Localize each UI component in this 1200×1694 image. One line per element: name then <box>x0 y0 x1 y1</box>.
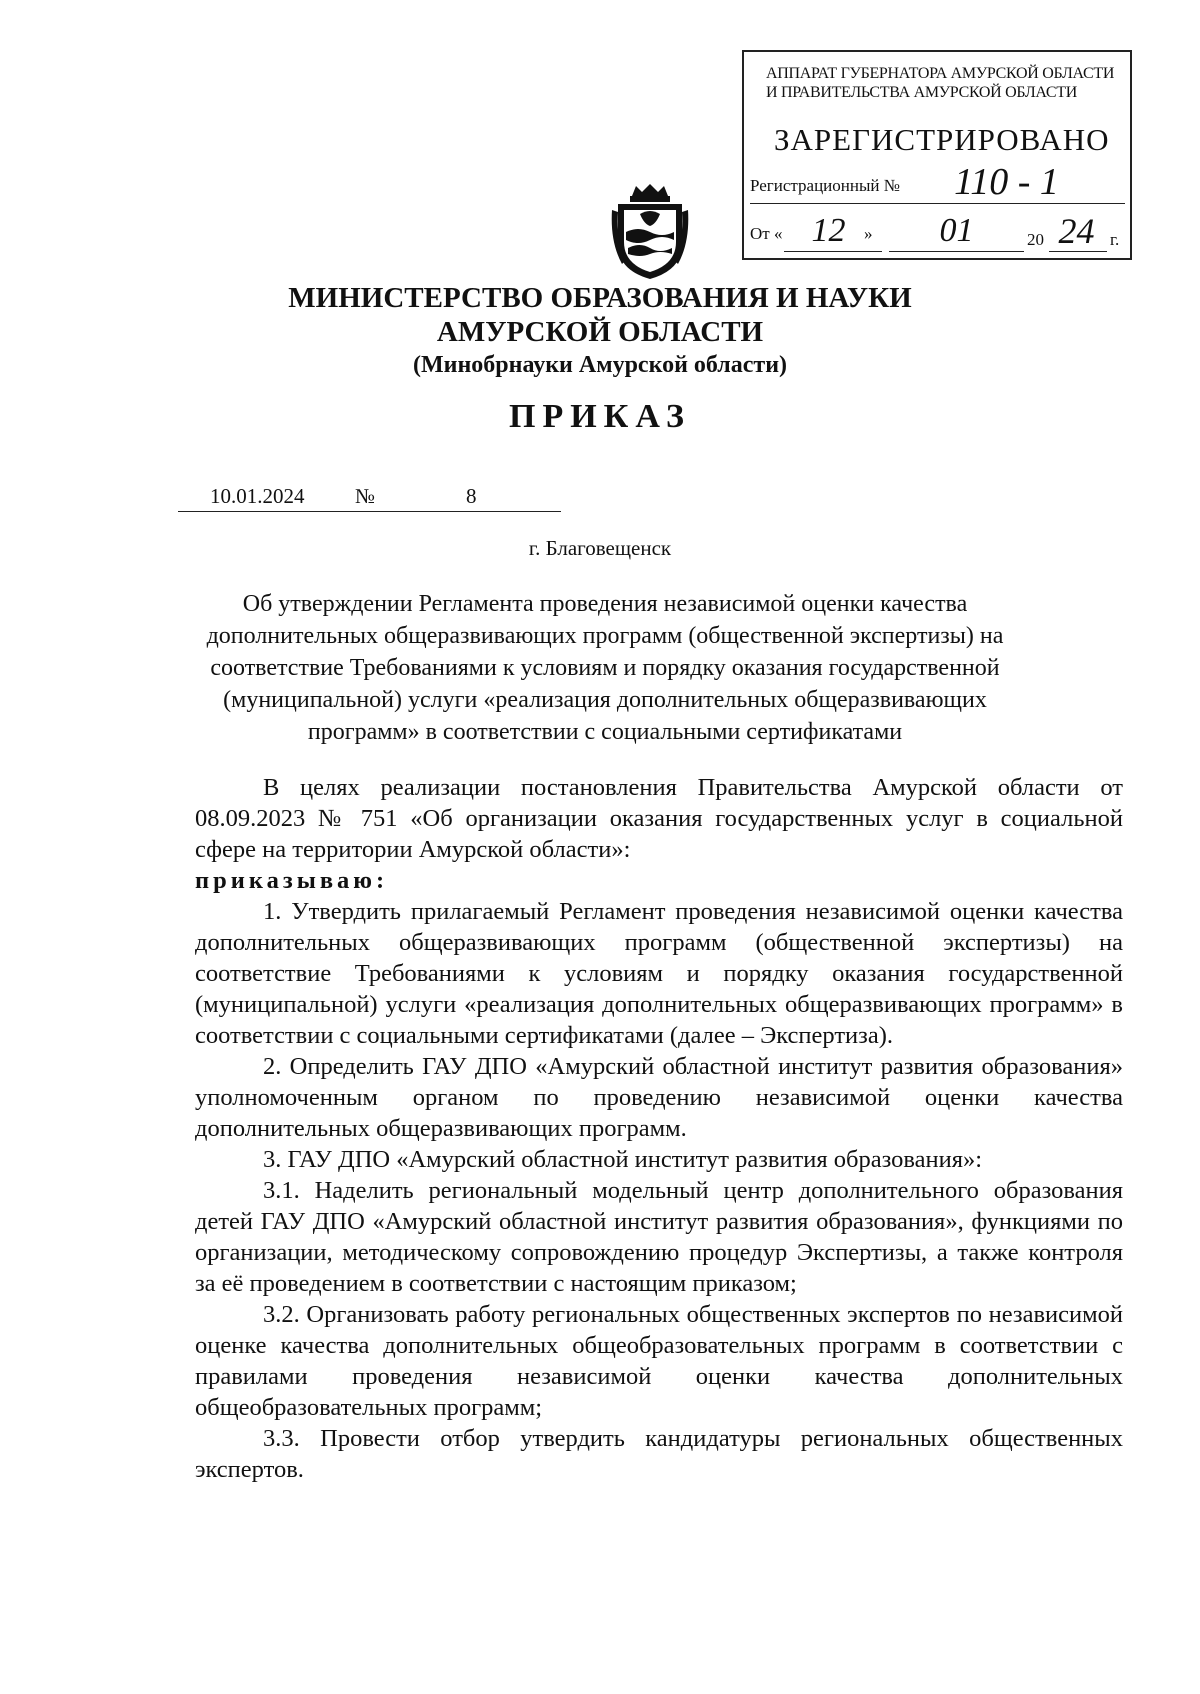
stamp-year-underline <box>1049 251 1107 252</box>
order-subject: Об утверждении Регламента проведения независимой оценки качества дополнительных общеразвивающих программ (общественной экспертизы) на соответствие Требованиями к условиям и порядку оказания государственной (муниципальной) услуги «реализация дополнительных общеразвивающих программ» в соответствии с социальными сертификатами <box>206 591 1004 745</box>
ministry-name-line2: АМУРСКОЙ ОБЛАСТИ <box>436 316 764 348</box>
ministry-name-line1: МИНИСТЕРСТВО ОБРАЗОВАНИЯ И НАУКИ <box>288 282 912 314</box>
stamp-from-label: От « <box>750 224 783 243</box>
order-date-number-underline <box>178 511 561 512</box>
stamp-org-line1: АППАРАТ ГУБЕРНАТОРА АМУРСКОЙ ОБЛАСТИ <box>766 65 1115 82</box>
paragraph-3: 3. ГАУ ДПО «Амурский областной институт развития образования»: <box>263 1146 983 1173</box>
stamp-month-underline <box>889 251 1024 252</box>
stamp-number-underline <box>750 203 1125 204</box>
paragraph-3-1: 3.1. Наделить региональный модельный центр дополнительного образования детей ГАУ ДПО «Амурский областной институт развития образования», функциями по организации, методическому сопровождению процедур Экспертизы, а также контроля за её проведением в соответствии с настоящим приказом; <box>195 1177 1123 1297</box>
stamp-year-handwritten: 24 <box>1058 211 1095 251</box>
stamp-org-line2: И ПРАВИТЕЛЬСТВА АМУРСКОЙ ОБЛАСТИ <box>766 84 1077 101</box>
paragraph-3-2: 3.2. Организовать работу региональных общественных экспертов по независимой оценке качества дополнительных общеобразовательных программ в соответствии с правилами проведения независимой оценки качества дополнительных общеобразовательных программ; <box>195 1301 1123 1421</box>
registration-stamp <box>742 50 1132 260</box>
stamp-month-handwritten: 01 <box>939 212 974 249</box>
preamble-paragraph: В целях реализации постановления Правительства Амурской области от 08.09.2023 № 751 «Об организации оказания государственных услуг в социальной сфере на территории Амурской области»: <box>195 774 1123 863</box>
stamp-year-suffix: г. <box>1110 230 1120 249</box>
stamp-number-label: Регистрационный № <box>750 176 900 195</box>
order-body <box>195 772 1123 1485</box>
ministry-short-name: (Минобрнауки Амурской области) <box>412 352 788 378</box>
order-city: г. Благовещенск <box>528 536 672 560</box>
stamp-day-handwritten: 12 <box>811 212 846 249</box>
stamp-day-close: » <box>864 224 873 243</box>
paragraph-3-3: 3.3. Провести отбор утвердить кандидатуры региональных общественных экспертов. <box>195 1425 1123 1483</box>
order-number: 8 <box>466 484 477 508</box>
order-word: приказываю: <box>195 867 389 894</box>
stamp-day-underline <box>784 251 882 252</box>
paragraph-2: 2. Определить ГАУ ДПО «Амурский областной институт развития образования» уполномоченным органом по проведению независимой оценки качества дополнительных общеразвивающих программ. <box>195 1053 1123 1142</box>
stamp-registered-label: ЗАРЕГИСТРИРОВАНО <box>774 122 1110 157</box>
order-date: 10.01.2024 <box>210 484 305 508</box>
stamp-year-prefix: 20 <box>1027 230 1044 249</box>
stamp-number-handwritten: 110 - 1 <box>954 161 1059 203</box>
stamp-organization <box>766 64 1126 102</box>
document-type-title: ПРИКАЗ <box>509 398 691 435</box>
order-number-label: № <box>355 484 376 508</box>
coat-of-arms-emblem <box>610 182 690 282</box>
paragraph-1: 1. Утвердить прилагаемый Регламент проведения независимой оценки качества дополнительных общеразвивающих программ (общественной экспертизы) на соответствие Требованиями к условиям и порядку оказания государственной (муниципальной) услуги «реализация дополнительных общеразвивающих программ» в соответствии с социальными сертификатами (далее – Экспертиза). <box>195 898 1123 1049</box>
